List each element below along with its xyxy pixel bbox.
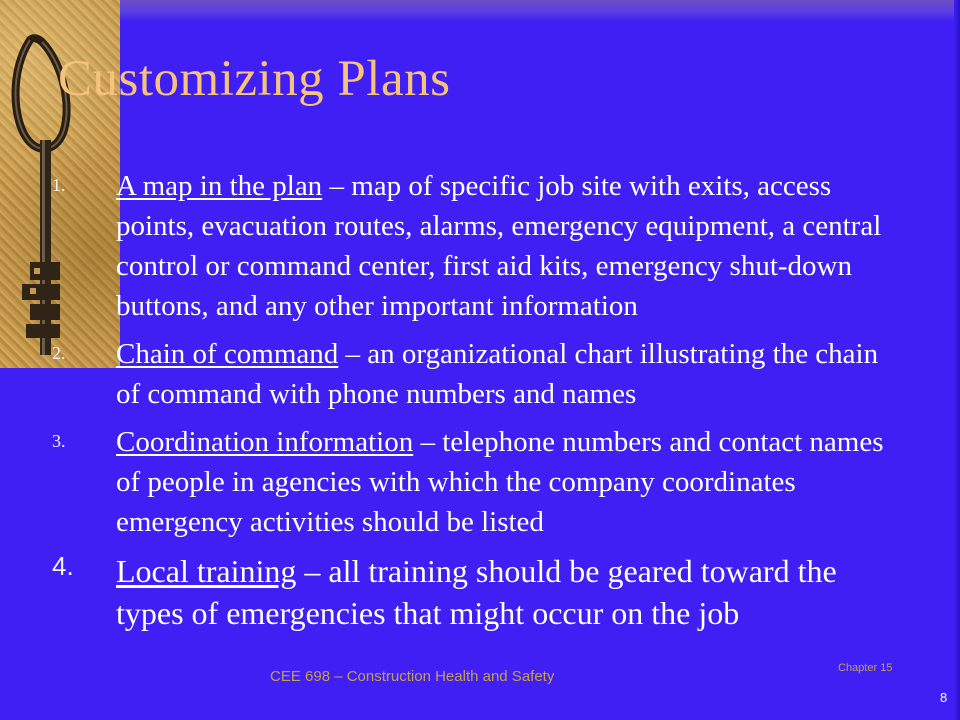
item-description: – telephone numbers and contact names of people in agencies with which the company coordinates emergency activities should be listed xyxy=(116,426,884,538)
item-number: 1. xyxy=(52,175,66,195)
item-term[interactable]: Coordination information xyxy=(116,426,414,458)
item-description: – an organizational chart illustrating the chain of command with phone numbers and names xyxy=(116,338,879,410)
page-number: 8 xyxy=(940,690,948,705)
item-description: – map of specific job site with exits, access points, evacuation routes, alarms, emergency equipment, a central control or command center, first aid kits, emergency shut-down buttons, and any other important information xyxy=(116,170,882,322)
list-item xyxy=(0,334,960,414)
footer-chapter: Chapter 15 xyxy=(838,662,893,674)
item-description: – all training should be geared toward the types of emergencies that might occur on the job xyxy=(116,553,837,631)
item-text xyxy=(116,334,906,414)
item-text xyxy=(116,166,906,326)
list-item xyxy=(0,422,960,542)
list-item xyxy=(0,550,960,634)
slide-title: Customizing Plans xyxy=(58,51,451,107)
item-text xyxy=(116,422,906,542)
plan-list xyxy=(0,166,960,642)
item-term[interactable]: Local training xyxy=(116,553,297,589)
footer-course: CEE 698 – Construction Health and Safety xyxy=(270,668,555,685)
item-term[interactable]: Chain of command xyxy=(116,338,339,370)
item-term[interactable]: A map in the plan xyxy=(116,170,323,202)
list-item xyxy=(0,166,960,326)
item-number: 4. xyxy=(52,551,74,581)
item-number: 2. xyxy=(52,343,66,363)
item-number: 3. xyxy=(52,431,66,451)
item-text xyxy=(116,550,906,634)
top-gradient-band xyxy=(120,0,960,22)
